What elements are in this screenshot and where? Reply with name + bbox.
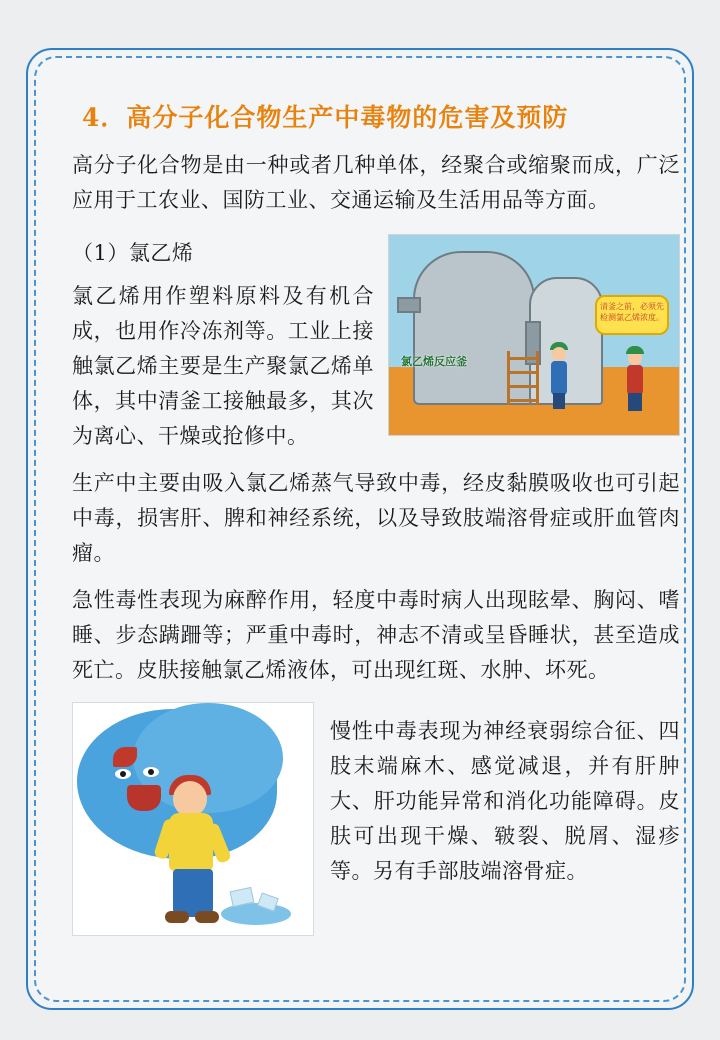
paragraph-exposure: 生产中主要由吸入氯乙烯蒸气导致中毒，经皮黏膜吸收也可引起中毒，损害肝、脾和神经系统，以及导致肢端溶骨症或肝血管肉瘤。: [72, 471, 680, 565]
spill-puddle-icon: [221, 903, 291, 925]
paragraph-chronic-toxicity: 慢性中毒表现为神经衰弱综合征、四肢末端麻木、感觉减退，并有肝肿大、肝功能异常和消化功能障碍。皮肤可出现干燥、皲裂、脱屑、湿疹等。另有手部肢端溶骨症。: [330, 719, 680, 883]
paragraph-acute-toxicity: 急性毒性表现为麻醉作用，轻度中毒时病人出现眩晕、胸闷、嗜睡、步态蹒跚等；严重中毒时，神志不清或呈昏睡状，甚至造成死亡。皮肤接触氯乙烯液体，可出现红斑、水肿、坏死。: [72, 588, 680, 682]
bottom-section: [72, 702, 680, 936]
pipe-icon: [397, 297, 421, 313]
illustration-reactor: [388, 234, 680, 436]
paragraph-usage: 氯乙烯用作塑料原料及有机合成，也用作冷冻剂等。工业上接触氯乙烯主要是生产聚氯乙烯单体，其中清釜工接触最多，其次为离心、干燥或抢修中。: [72, 284, 374, 448]
worker-head: [552, 347, 566, 361]
running-worker-legs: [628, 393, 642, 411]
section-vinyl-chloride: [72, 230, 680, 466]
page-border-outer: [26, 48, 694, 1010]
monster-eye-right: [143, 767, 159, 777]
person-legs: [173, 869, 213, 917]
person-shoe-left: [165, 911, 189, 923]
person-shoe-right: [195, 911, 219, 923]
page-border-inner: [34, 56, 686, 1002]
worker-legs: [553, 393, 565, 409]
paragraph-intro: 高分子化合物是由一种或者几种单体，经聚合或缩聚而成，广泛应用于工农业、国防工业、交通运输及生活用品等方面。: [72, 153, 680, 212]
speech-bubble: 清釜之前，必须先检测氯乙烯浓度。: [595, 295, 669, 335]
monster-mouth-icon: [127, 785, 161, 811]
worker-figure: [551, 361, 567, 395]
person-head: [173, 781, 207, 817]
subsection-label: （1）氯乙烯: [72, 241, 194, 265]
document-content: [72, 94, 680, 976]
running-worker-figure: [627, 365, 643, 395]
monster-eye-left: [115, 769, 131, 779]
equipment-label: 氯乙烯反应釜: [401, 355, 467, 368]
running-worker-helmet-icon: [626, 346, 644, 354]
page-title: 4．高分子化合物生产中毒物的危害及预防: [82, 103, 569, 132]
ladder-icon: [507, 351, 539, 405]
illustration-poisoning: [72, 702, 314, 936]
